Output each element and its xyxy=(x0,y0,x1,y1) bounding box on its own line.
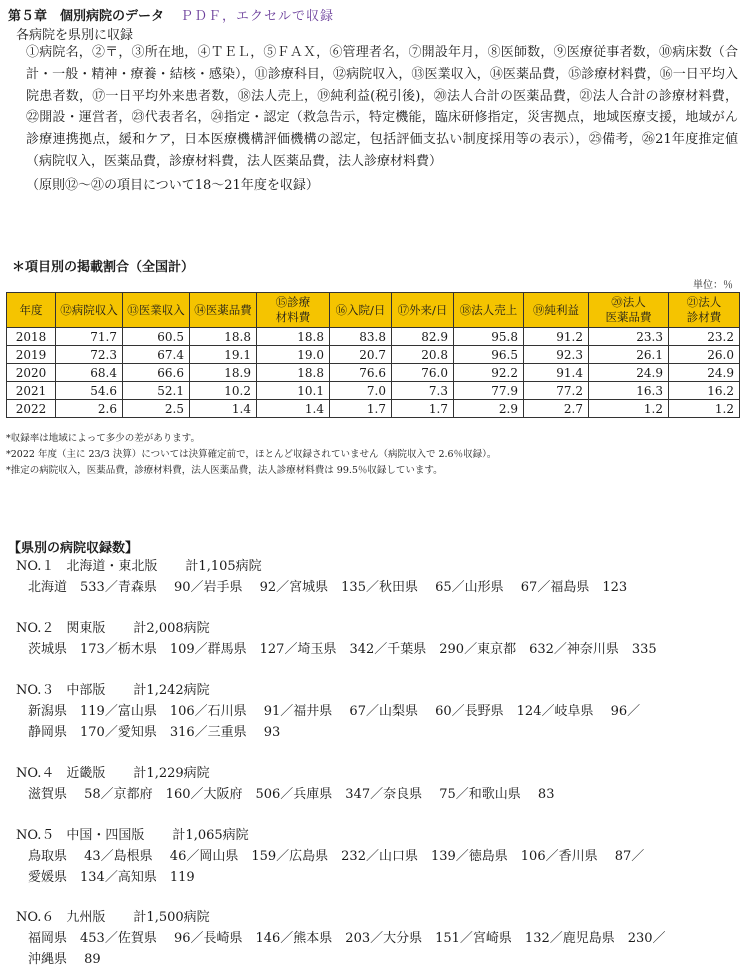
table-value-cell: 20.7 xyxy=(330,346,392,364)
prefecture-count-line: 愛媛県 134／高知県 119 xyxy=(28,870,195,885)
table-header-cell: ⑱法人売上 xyxy=(454,293,524,328)
table-row xyxy=(7,400,740,418)
table-value-cell: 26.1 xyxy=(589,346,669,364)
prefecture-count-line: 鳥取県 43／島根県 46／岡山県 159／広島県 232／山口県 139／徳島県 106／香川県 87／ xyxy=(28,849,645,864)
volume-header xyxy=(16,907,666,928)
prefecture-count-line: 茨城県 173／栃木県 109／群馬県 127／埼玉県 342／千葉県 290／東京都 632／神奈川県 335 xyxy=(28,642,657,657)
table-value-cell: 82.9 xyxy=(392,328,454,346)
table-value-cell: 2.7 xyxy=(524,400,589,418)
volume-header xyxy=(16,763,554,784)
volume-number: NO.６ xyxy=(16,910,55,925)
table-header-cell: ⑮診療 材料費 xyxy=(257,293,330,328)
volume-header xyxy=(16,556,627,577)
volume-name: 九州版 xyxy=(66,910,106,925)
volume-total: 計1,229病院 xyxy=(133,766,210,781)
table-value-cell: 1.4 xyxy=(257,400,330,418)
volume-header xyxy=(16,680,640,701)
footnote: *収録率は地域によって多少の差があります。 xyxy=(6,433,200,444)
table-value-cell: 7.3 xyxy=(392,382,454,400)
table-value-cell: 71.7 xyxy=(56,328,123,346)
table-body xyxy=(7,328,740,418)
volume-block xyxy=(16,556,627,598)
volume-name: 中国・四国版 xyxy=(66,828,145,843)
rates-section-title: ＊項目別の掲載割合（全国計） xyxy=(12,260,195,275)
table-value-cell: 23.3 xyxy=(589,328,669,346)
records-section-title: 【県別の病院収録数】 xyxy=(8,541,139,556)
prefecture-count-line: 新潟県 119／富山県 106／石川県 91／福井県 67／山梨県 60／長野県 124／岐阜県 96／ xyxy=(28,704,641,719)
table-row xyxy=(7,382,740,400)
prefecture-count-line: 沖縄県 89 xyxy=(28,952,101,967)
unit-label: 単位：％ xyxy=(693,280,733,291)
prefecture-count-line: 福岡県 453／佐賀県 96／長崎県 146／熊本県 203／大分県 151／宮崎県 132／鹿児島県 230／ xyxy=(28,931,666,946)
table-year-cell: 2018 xyxy=(7,328,56,346)
table-value-cell: 18.8 xyxy=(190,328,257,346)
table-value-cell: 91.4 xyxy=(524,364,589,382)
table-header-cell: ⑫病院収入 xyxy=(56,293,123,328)
table-header-row xyxy=(7,293,740,328)
table-value-cell: 1.7 xyxy=(392,400,454,418)
table-value-cell: 91.2 xyxy=(524,328,589,346)
table-header-cell: ⑰外来/日 xyxy=(392,293,454,328)
period-note: （原則⑫～㉑の項目について18～21年度を収録） xyxy=(26,178,319,193)
table-value-cell: 92.2 xyxy=(454,364,524,382)
table-value-cell: 26.0 xyxy=(669,346,740,364)
table-year-cell: 2019 xyxy=(7,346,56,364)
footnote: *推定の病院収入，医薬品費，診療材料費，法人医薬品費，法人診療材料費は 99.5％収録しています。 xyxy=(6,465,443,476)
table-value-cell: 10.2 xyxy=(190,382,257,400)
table-value-cell: 1.7 xyxy=(330,400,392,418)
table-value-cell: 19.0 xyxy=(257,346,330,364)
table-value-cell: 16.2 xyxy=(669,382,740,400)
table-row xyxy=(7,364,740,382)
table-value-cell: 20.8 xyxy=(392,346,454,364)
table-value-cell: 1.2 xyxy=(589,400,669,418)
table-row xyxy=(7,346,740,364)
volume-block xyxy=(16,680,640,743)
table-year-cell: 2020 xyxy=(7,364,56,382)
table-value-cell: 92.3 xyxy=(524,346,589,364)
volume-block xyxy=(16,618,657,660)
table-value-cell: 68.4 xyxy=(56,364,123,382)
volume-block xyxy=(16,763,554,805)
table-value-cell: 16.3 xyxy=(589,382,669,400)
table-value-cell: 1.4 xyxy=(190,400,257,418)
volume-name: 近畿版 xyxy=(66,766,106,781)
chapter-heading xyxy=(8,5,334,24)
table-value-cell: 60.5 xyxy=(123,328,190,346)
table-value-cell: 54.6 xyxy=(56,382,123,400)
table-header-cell: ⑬医業収入 xyxy=(123,293,190,328)
footnote: *2022 年度（主に 23/3 決算）については決算確定前で，ほとんど収録されていません（病院収入で 2.6％収録）。 xyxy=(6,449,497,460)
volume-total: 計1,105病院 xyxy=(185,559,262,574)
table-value-cell: 77.9 xyxy=(454,382,524,400)
table-value-cell: 96.5 xyxy=(454,346,524,364)
table-value-cell: 24.9 xyxy=(669,364,740,382)
table-value-cell: 10.1 xyxy=(257,382,330,400)
table-row xyxy=(7,328,740,346)
volume-header xyxy=(16,618,657,639)
volume-name: 関東版 xyxy=(66,621,106,636)
table-value-cell: 2.9 xyxy=(454,400,524,418)
table-value-cell: 2.6 xyxy=(56,400,123,418)
volume-number: NO.３ xyxy=(16,683,55,698)
table-value-cell: 66.6 xyxy=(123,364,190,382)
table-value-cell: 83.8 xyxy=(330,328,392,346)
table-header-cell: 年度 xyxy=(7,293,56,328)
table-value-cell: 7.0 xyxy=(330,382,392,400)
volume-total: 計1,242病院 xyxy=(133,683,210,698)
table-value-cell: 2.5 xyxy=(123,400,190,418)
chapter-title: 第５章 個別病院のデータ xyxy=(8,9,165,24)
item-list-description: ①病院名，②〒，③所在地，④ＴＥＬ，⑤ＦＡＸ，⑥管理者名，⑦開設年月，⑧医師数，⑨医療従事者数，⑩病床数（合計・一般・精神・療養・結核・感染），⑪診療科目，⑫病院収入，⑬医業収入，⑭医薬品費，⑮診療材料費，⑯一日平均入院患者数，⑰一日平均外来患者数，⑱法人売上，⑲純利益(税引後)，⑳法人合計の医薬品費，㉑法人合計の診療材料費，㉒開設・運営者，㉓代表者名，㉔指定・認定（救急告示，特定機能，臨床研修指定，災害拠点，地域医療支援，地域がん診療連携拠点，緩和ケア，日本医療機構評価機構の認定，包括評価支払い制度採用等の表示），㉕備考，㉖21年度推定値（病院収入，医薬品費，診療材料費，法人医薬品費，法人診療材料費） xyxy=(26,45,738,169)
table-value-cell: 77.2 xyxy=(524,382,589,400)
volume-block xyxy=(16,825,644,888)
table-header-cell: ⑯入院/日 xyxy=(330,293,392,328)
volume-block xyxy=(16,907,666,970)
table-value-cell: 72.3 xyxy=(56,346,123,364)
table-year-cell: 2022 xyxy=(7,400,56,418)
coverage-rate-table xyxy=(6,292,740,418)
table-value-cell: 1.2 xyxy=(669,400,740,418)
table-value-cell: 18.8 xyxy=(257,328,330,346)
prefecture-count-line: 滋賀県 58／京都府 160／大阪府 506／兵庫県 347／奈良県 75／和歌山県 83 xyxy=(28,787,555,802)
volume-number: NO.１ xyxy=(16,559,55,574)
volume-number: NO.４ xyxy=(16,766,55,781)
prefecture-count-line: 北海道 533／青森県 90／岩手県 92／宮城県 135／秋田県 65／山形県 67／福島県 123 xyxy=(28,580,628,595)
volume-name: 北海道・東北版 xyxy=(66,559,158,574)
table-value-cell: 23.2 xyxy=(669,328,740,346)
volume-number: NO.２ xyxy=(16,621,55,636)
table-value-cell: 67.4 xyxy=(123,346,190,364)
table-header-cell: ⑲純利益 xyxy=(524,293,589,328)
table-header-cell: ⑭医薬品費 xyxy=(190,293,257,328)
volume-total: 計1,500病院 xyxy=(133,910,210,925)
volume-total: 計1,065病院 xyxy=(172,828,249,843)
table-header-cell: ⑳法人 医薬品費 xyxy=(589,293,669,328)
table-year-cell: 2021 xyxy=(7,382,56,400)
chapter-subtitle: ＰＤＦ，エクセルで収録 xyxy=(180,9,335,24)
table-value-cell: 76.0 xyxy=(392,364,454,382)
prefecture-count-line: 静岡県 170／愛知県 316／三重県 93 xyxy=(28,725,281,740)
table-footnotes xyxy=(6,431,496,479)
volume-number: NO.５ xyxy=(16,828,55,843)
table-value-cell: 18.8 xyxy=(257,364,330,382)
table-value-cell: 18.9 xyxy=(190,364,257,382)
table-value-cell: 95.8 xyxy=(454,328,524,346)
table-value-cell: 19.1 xyxy=(190,346,257,364)
table-value-cell: 76.6 xyxy=(330,364,392,382)
volume-total: 計2,008病院 xyxy=(133,621,210,636)
table-header-cell: ㉑法人 診材費 xyxy=(669,293,740,328)
table-value-cell: 24.9 xyxy=(589,364,669,382)
volume-name: 中部版 xyxy=(66,683,106,698)
volume-header xyxy=(16,825,644,846)
table-value-cell: 52.1 xyxy=(123,382,190,400)
intro-text: 各病院を県別に収録 xyxy=(16,28,134,43)
